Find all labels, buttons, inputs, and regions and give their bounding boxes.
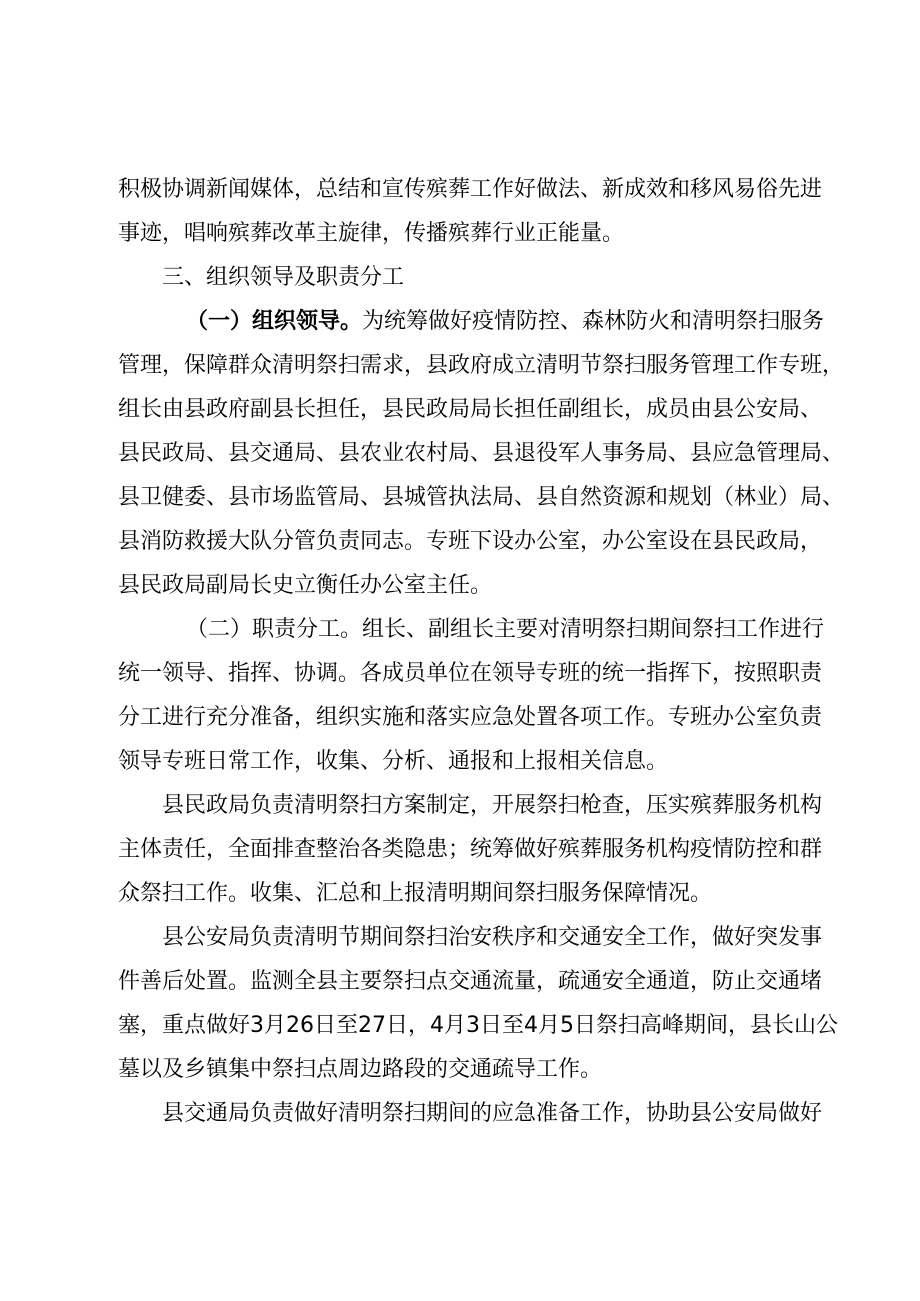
text-line-7: 县民政局、县交通局、县农业农村局、县退役军人事务局、县应急管理局、: [118, 441, 845, 466]
text-line-15: 县民政局负责清明祭扫方案制定，开展祭扫枪查，压实殡葬服务机构: [162, 793, 823, 818]
text-line-2: 事迹，唱响殡葬改革主旋律，传播殡葬行业正能量。: [118, 221, 625, 246]
text-line-4-body: 为统筹做好疫情防控、森林防火和清明祭扫服务: [362, 309, 825, 334]
text-line-1: 积极协调新闻媒体，总结和宣传殡葬工作好做法、新成效和移风易俗先进: [118, 177, 823, 202]
text-line-16: 主体责任，全面排查整治各类隐患；统筹做好殡葬服务机构疫情防控和群: [118, 837, 823, 862]
text-line-17: 众祭扫工作。收集、汇总和上报清明期间祭扫服务保障情况。: [118, 881, 713, 906]
text-line-21: 墓以及乡镇集中祭扫点周边路段的交通疏导工作。: [118, 1057, 603, 1082]
text-line-9: 县消防救援大队分管负责同志。专班下设办公室，办公室设在县民政局，: [118, 529, 823, 554]
text-line-22: 县交通局负责做好清明祭扫期间的应急准备工作，协助县公安局做好: [162, 1101, 823, 1126]
section-heading-3: 三、组织领导及职责分工: [162, 265, 405, 290]
text-line-11: （二）职责分工。组长、副组长主要对清明祭扫期间祭扫工作进行: [186, 617, 825, 642]
text-line-4: [186, 300, 824, 344]
text-line-6: 组长由县政府副县长担任，县民政局局长担任副组长，成员由县公安局、: [118, 397, 823, 422]
text-line-14: 领导专班日常工作，收集、分析、通报和上报相关信息。: [118, 749, 669, 774]
text-line-12: 统一领导、指挥、协调。各成员单位在领导专班的统一指挥下，按照职责: [118, 661, 823, 686]
text-line-5: 管理，保障群众清明祭扫需求，县政府成立清明节祭扫服务管理工作专班，: [118, 353, 845, 378]
text-line-10: 县民政局副局长史立衡任办公室主任。: [118, 573, 493, 598]
subsection-heading-1: （一）组织领导。: [186, 309, 363, 334]
text-line-19: 件善后处置。监测全县主要祭扫点交通流量，疏通安全通道，防止交通堵: [118, 969, 823, 994]
text-line-8: 县卫健委、县市场监管局、县城管执法局、县自然资源和规划（林业）局、: [118, 485, 845, 510]
text-line-20: 塞，重点做好3月26日至27日，4月3日至4月5日祭扫高峰期间，县长山公: [118, 1013, 838, 1038]
text-line-13: 分工进行充分准备，组织实施和落实应急处置各项工作。专班办公室负责: [118, 705, 823, 730]
text-line-18: 县公安局负责清明节期间祭扫治安秩序和交通安全工作，做好突发事: [162, 925, 823, 950]
